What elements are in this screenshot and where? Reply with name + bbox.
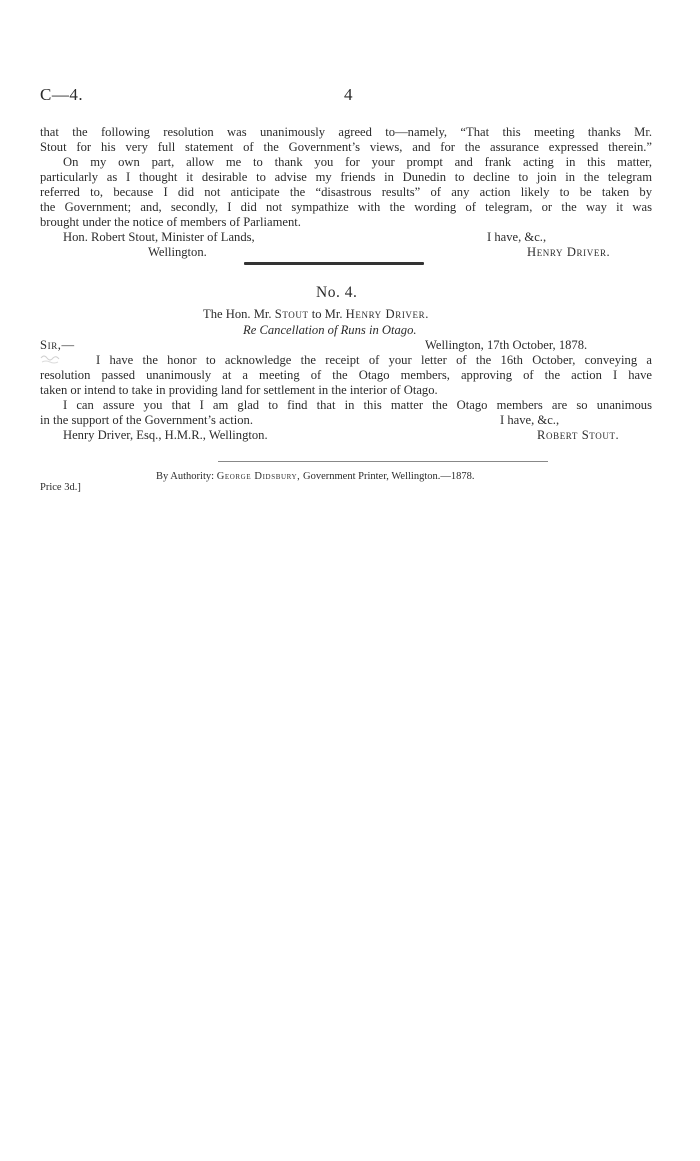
closing: I have, &c., (500, 413, 560, 427)
letter-number: No. 4. (316, 284, 358, 301)
price: Price 3d.] (40, 482, 81, 493)
salutation: Sir,— (40, 338, 75, 352)
authority-prefix: By Authority: (156, 471, 215, 482)
body-line: brought under the notice of members of Parliament. (40, 215, 301, 229)
body-line: particularly as I thought it desirable to advise my friends in Dunedin to decline to join in the telegram (40, 170, 652, 184)
letter-subject (243, 323, 417, 338)
body-line: that the following resolution was unanimously agreed to—namely, “That this meeting thanks Mr. (40, 125, 652, 139)
body-line: resolution passed unanimously at a meeting of the Otago members, approving of the action I have (40, 368, 652, 382)
body-line: referred to, because I did not anticipate the “disastrous results” of any action likely to be taken by (40, 185, 652, 199)
body-line: the Government; and, secondly, I did not sympathize with the wording of telegram, or the way it was (40, 200, 652, 214)
body-line: I can assure you that I am glad to find that in this matter the Otago members are so unanimous (63, 398, 652, 412)
section-divider (244, 262, 424, 265)
addressee-line: Hon. Robert Stout, Minister of Lands, (63, 230, 255, 244)
heading-prefix: The Hon. Mr. (203, 307, 272, 321)
closing: I have, &c., (487, 230, 547, 244)
page-number: 4 (344, 85, 353, 104)
heading-to-word: to Mr. (311, 307, 343, 321)
ink-smudge (40, 353, 64, 364)
heading-from: Stout (274, 307, 309, 321)
letter-date: Wellington, 17th October, 1878. (425, 338, 588, 352)
addressee-line: Wellington. (148, 245, 207, 259)
addressee-line: Henry Driver, Esq., H.M.R., Wellington. (63, 428, 268, 442)
body-line: taken or intend to take in providing land for settlement in the interior of Otago. (40, 383, 438, 397)
body-line: On my own part, allow me to thank you for your prompt and frank acting in this matter, (63, 155, 652, 169)
subject-text: Cancellation of Runs in Otago. (259, 323, 417, 337)
heading-to: Henry Driver. (345, 307, 429, 321)
footer-authority (156, 471, 475, 482)
body-line: Stout for his very full statement of the Government’s views, and for the assurance expressed therein.” (40, 140, 652, 154)
printer-rest: Government Printer, Wellington.—1878. (303, 471, 475, 482)
body-line: I have the honor to acknowledge the receipt of your letter of the 16th October, conveying a (96, 353, 652, 367)
page-header-left: C—4. (40, 85, 84, 104)
signature: Robert Stout. (537, 428, 620, 442)
printer-name: George Didsbury, (216, 471, 301, 482)
body-line: in the support of the Government’s action. (40, 413, 253, 427)
signature: Henry Driver. (527, 245, 611, 259)
letter-heading (203, 307, 429, 322)
subject-re: Re (243, 323, 257, 337)
footer-divider (218, 461, 548, 462)
